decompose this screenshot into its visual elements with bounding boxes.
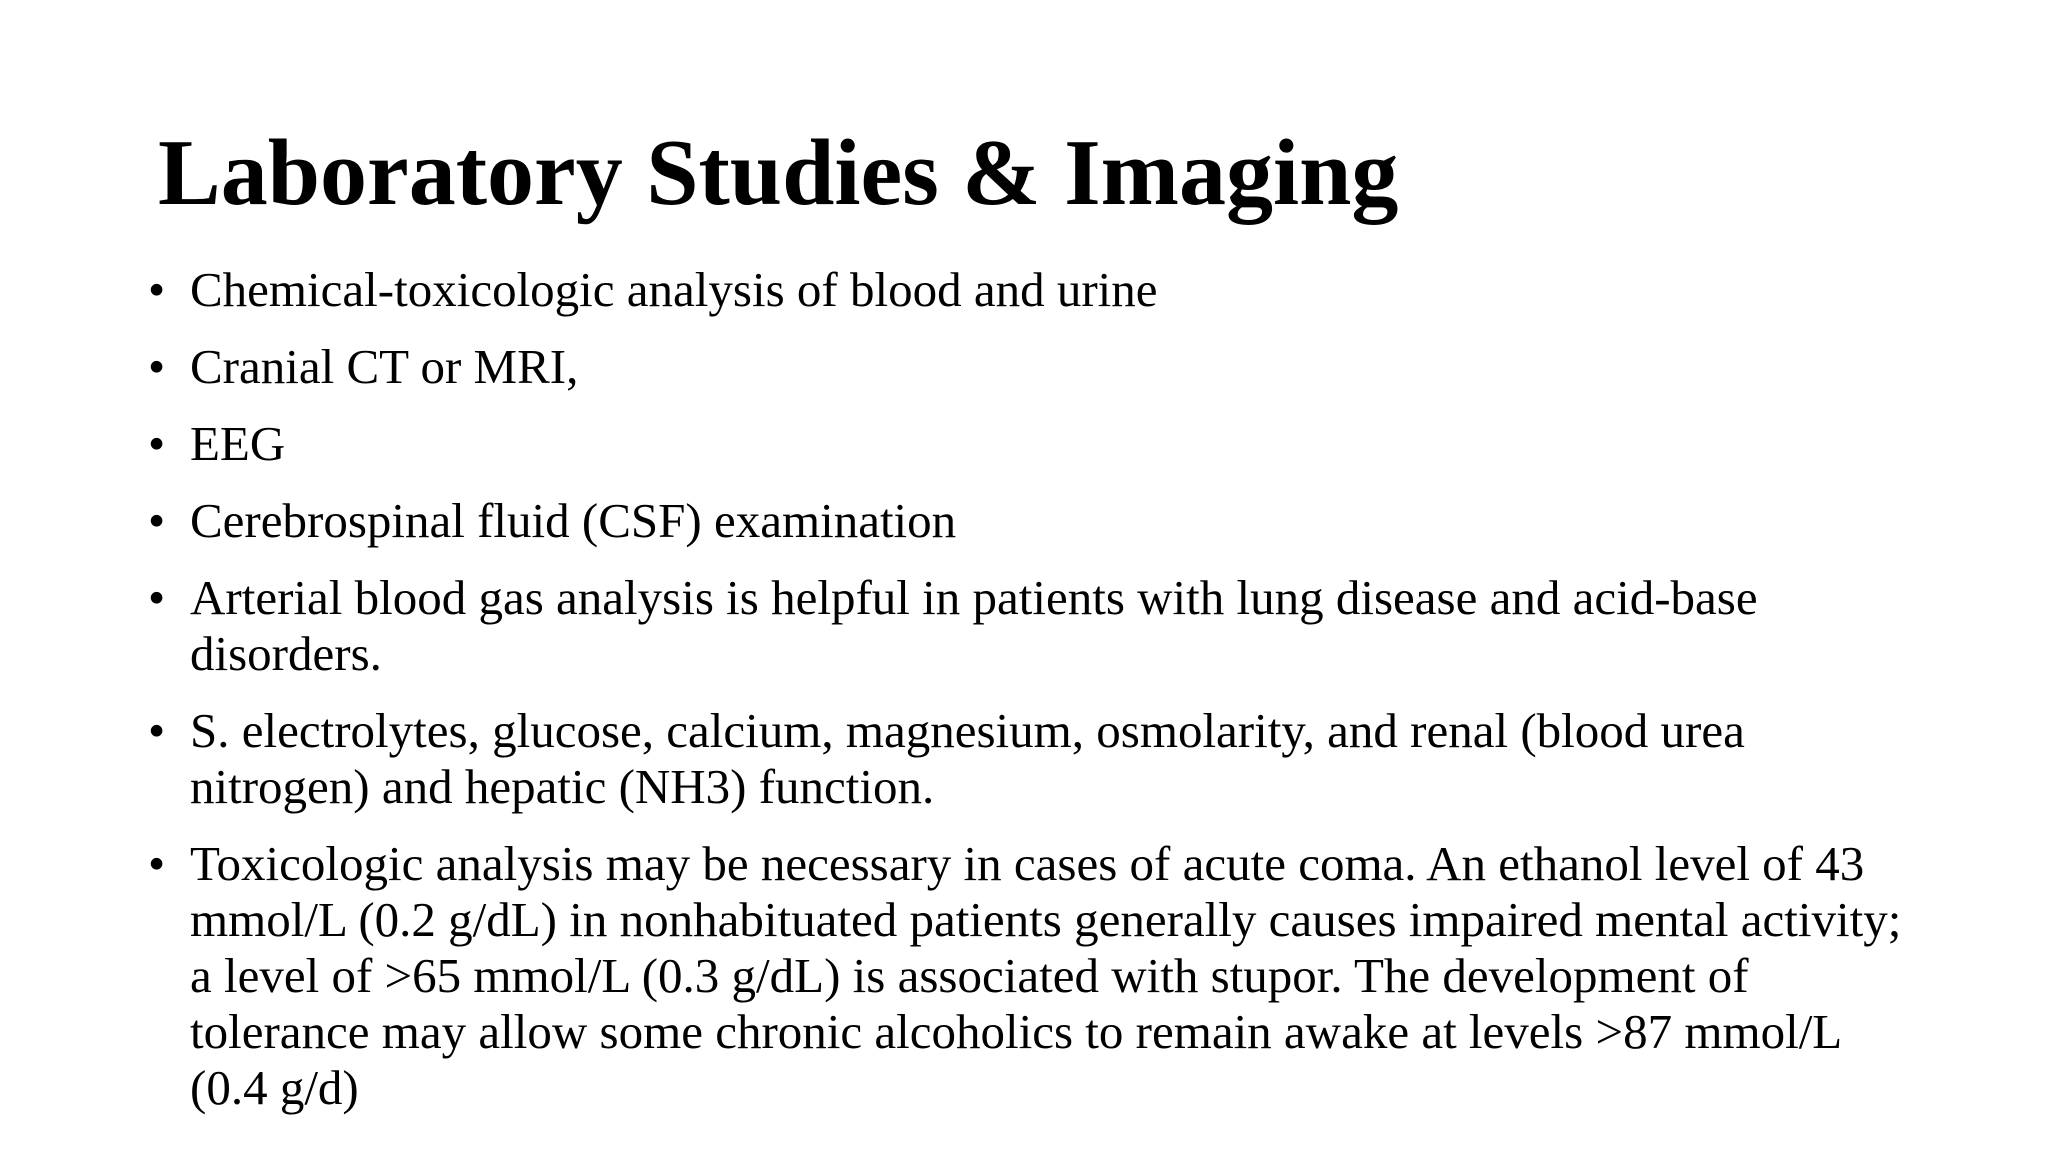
bullet-text: Cerebrospinal fluid (CSF) examination (190, 493, 957, 548)
bullet-item (148, 493, 1908, 549)
bullet-item (148, 262, 1908, 318)
bullet-list (148, 262, 1908, 1137)
bullet-dot-icon: • (148, 339, 166, 394)
bullet-item (148, 703, 1908, 815)
bullet-item (148, 570, 1908, 682)
bullet-dot-icon: • (148, 493, 166, 548)
bullet-dot-icon: • (148, 416, 166, 471)
bullet-item (148, 339, 1908, 395)
bullet-dot-icon: • (148, 262, 166, 317)
bullet-text: Cranial CT or MRI, (190, 339, 579, 394)
bullet-dot-icon: • (148, 570, 166, 625)
bullet-text: Chemical-toxicologic analysis of blood and urine (190, 262, 1158, 317)
bullet-dot-icon: • (148, 836, 166, 891)
bullet-dot-icon: • (148, 703, 166, 758)
bullet-text: Arterial blood gas analysis is helpful in patients with lung disease and acid-base disorders. (190, 570, 1758, 681)
bullet-item (148, 416, 1908, 472)
bullet-text: Toxicologic analysis may be necessary in cases of acute coma. An ethanol level of 43 mmol/L (0.2 g/dL) in nonhabituated patients generally causes impaired mental activity; a level of >65 mmol/L (0.3 g/dL) is associated with stupor. The development of tolerance may allow some chronic alcoholics to remain awake at levels >87 mmol/L (0.4 g/d) (190, 836, 1902, 1115)
bullet-item (148, 836, 1908, 1116)
bullet-text: EEG (190, 416, 286, 471)
slide-title: Laboratory Studies & Imaging (158, 121, 1399, 225)
bullet-text: S. electrolytes, glucose, calcium, magnesium, osmolarity, and renal (blood urea nitrogen) and hepatic (NH3) function. (190, 703, 1745, 814)
